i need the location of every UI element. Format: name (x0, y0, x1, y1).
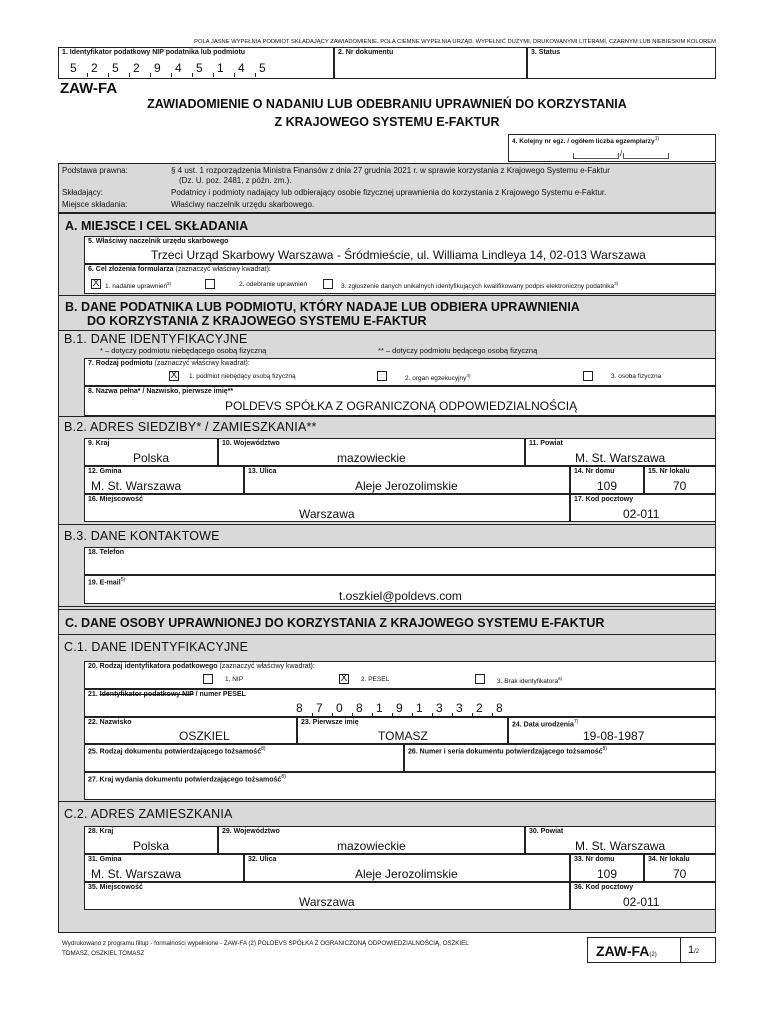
c-city-label: 35. Miejscowość (88, 884, 143, 891)
surname-label: 22. Nazwisko (88, 719, 132, 726)
c-country-field[interactable] (84, 826, 218, 854)
nip-field[interactable] (58, 47, 334, 79)
pesel-field[interactable] (84, 689, 716, 717)
municipality-field[interactable] (84, 466, 244, 494)
c-municipality-label: 31. Gmina (88, 856, 122, 863)
id-type-pesel-label: 2. PESEL (361, 676, 390, 683)
legal-basis-block (58, 163, 716, 213)
email-label: 19. E-mail$^{5)}$ (88, 577, 126, 587)
footer-form-code: ZAW-FA(2) (596, 943, 657, 959)
nip-digit: 9 (154, 61, 161, 75)
nip-digits (67, 61, 327, 77)
c-city-value: Warszawa (299, 895, 355, 909)
c-postal-code-field[interactable] (570, 882, 716, 910)
first-name-value: TOMASZ (378, 729, 428, 743)
legal-basis-text2: (Dz. U. poz. 2481, z późn. zm.). (179, 176, 292, 185)
pesel-digit: 7 (316, 701, 323, 715)
birth-date-label: 24. Data urodzenia$^{7)}$ (512, 719, 579, 729)
tax-office-field[interactable] (84, 236, 716, 264)
country-label: 9. Kraj (88, 440, 110, 447)
c-street-field[interactable] (244, 854, 570, 882)
entity-legal-label: 1. podmiot niebędący osobą fizyczną (189, 373, 296, 380)
c-house-number-value: 109 (597, 867, 618, 881)
c-voivodeship-label: 29. Województwo (222, 828, 280, 835)
voivodeship-field[interactable] (218, 438, 525, 466)
house-number-field[interactable] (570, 466, 644, 494)
email-field[interactable] (84, 575, 716, 604)
surname-value: OSZKIEL (179, 729, 230, 743)
filer-label: Składający: (62, 188, 103, 197)
house-number-value: 109 (597, 479, 618, 493)
form-title-line1: ZAWIADOMIENIE O NADANIU LUB ODEBRANIU UPRAWNIEŃ DO KORZYSTANIA (147, 97, 627, 111)
c2-title: C.2. ADRES ZAMIESZKANIA (64, 807, 233, 821)
footer-line2: TOMASZ, OSZKIEL TOMASZ (62, 950, 145, 957)
apartment-number-label: 15. Nr lokalu (648, 468, 690, 475)
nip-tick (129, 73, 130, 77)
c2-divider (58, 801, 716, 802)
c-voivodeship-field[interactable] (218, 826, 525, 854)
b2-title: B.2. ADRES SIEDZIBY* / ZAMIESZKANIA** (64, 420, 317, 434)
id-document-number-field[interactable] (404, 744, 716, 772)
street-label: 13. Ulica (248, 468, 277, 475)
c-municipality-field[interactable] (84, 854, 244, 882)
legal-basis-text1: § 4 ust. 1 rozporządzenia Ministra Finansów z dnia 27 grudnia 2021 r. w sprawie korzystania z Krajowego Systemu e-Faktur (171, 166, 610, 175)
pesel-digit: 8 (356, 701, 363, 715)
section-b-title-line2: DO KORZYSTANIA Z KRAJOWEGO SYSTEMU E-FAKTUR (87, 314, 427, 328)
pesel-digit: 1 (416, 701, 423, 715)
c-apartment-number-field[interactable] (644, 854, 716, 882)
footer-page: 1/2 (688, 944, 700, 956)
b2-divider (58, 416, 716, 417)
postal-code-label: 17. Kod pocztowy (574, 496, 634, 503)
c-county-field[interactable] (525, 826, 716, 854)
c-postal-code-value: 02-011 (623, 895, 660, 909)
id-document-number-label: 26. Numer i seria dokumentu potwierdzającego tożsamość$^{8)}$ (408, 746, 607, 756)
nip-tick (192, 73, 193, 77)
id-document-country-field[interactable] (84, 772, 716, 800)
c-country-value: Polska (133, 839, 170, 853)
place-text: Właściwy naczelnik urzędu skarbowego. (171, 200, 315, 209)
voivodeship-label: 10. Województwo (222, 440, 280, 447)
id-type-field (84, 661, 716, 689)
id-type-none-label: 3. Brak identyfikatora$^{6)}$ (497, 676, 563, 686)
c-apartment-number-value: 70 (673, 867, 687, 881)
phone-label: 18. Telefon (88, 549, 125, 556)
entity-natural-label: 3. osoba fizyczna (611, 373, 662, 380)
c-county-label: 30. Powiat (529, 828, 564, 835)
nip-tick (213, 73, 214, 77)
c-postal-code-label: 36. Kod pocztowy (574, 884, 634, 891)
nip-tick (234, 73, 235, 77)
city-label: 16. Miejscowość (88, 496, 143, 503)
nip-digit: 2 (91, 61, 98, 75)
pesel-digit: 8 (496, 701, 503, 715)
county-value: M. St. Warszawa (575, 451, 666, 465)
nip-digit: 4 (175, 61, 182, 75)
entity-name-field[interactable] (84, 386, 716, 416)
nip-label: 1. Identyfikator podatkowy NIP podatnika lub podmiotu (62, 49, 246, 56)
copy-separator: / (620, 149, 623, 158)
section-a-title: A. MIEJSCE I CEL SKŁADANIA (65, 219, 249, 233)
c-city-field[interactable] (84, 882, 570, 910)
country-field[interactable] (84, 438, 218, 466)
first-name-label: 23. Pierwsze imię (301, 719, 359, 726)
note-legal-entity: * – dotyczy podmiotu niebędącego osobą fizyczną (100, 346, 267, 355)
entity-enforcement-checkbox[interactable] (377, 371, 387, 381)
municipality-value: M. St. Warszawa (91, 479, 182, 493)
nip-tick (108, 73, 109, 77)
purpose-revoke-label: 2. odebranie uprawnień (239, 281, 307, 288)
purpose-revoke-checkbox[interactable] (205, 279, 215, 289)
c-municipality-value: M. St. Warszawa (91, 867, 182, 881)
b1-divider (58, 330, 716, 331)
copy-number-field (508, 134, 716, 162)
id-document-type-label: 25. Rodzaj dokumentu potwierdzającego tożsamość$^{8)}$ (88, 746, 266, 756)
nip-tick (171, 73, 172, 77)
footer-line1: Wydrukowano z programu fillup - formalności wypełnione - ZAW-FA (2) POLDEVS SPÓŁKA Z OGRANICZONĄ ODPOWIEDZIALNOŚCIĄ, OSZKIEL (62, 940, 469, 947)
id-type-nip-label: 1. NIP (225, 676, 244, 683)
c-street-value: Aleje Jerozolimskie (355, 867, 458, 881)
email-value: t.oszkiel@poldevs.com (339, 589, 462, 603)
street-value: Aleje Jerozolimskie (355, 479, 458, 493)
c-street-label: 32. Ulica (248, 856, 277, 863)
c-county-value: M. St. Warszawa (575, 839, 666, 853)
id-document-country-label: 27. Kraj wydania dokumentu potwierdzającego tożsamość$^{8)}$ (88, 774, 286, 784)
c-country-label: 28. Kraj (88, 828, 114, 835)
entity-name-label: 8. Nazwa pełna* / Nazwisko, pierwsze imię** (88, 388, 234, 395)
id-type-pesel-checkbox[interactable]: X (340, 673, 348, 684)
surname-field[interactable] (84, 717, 297, 744)
street-field[interactable] (244, 466, 570, 494)
pesel-digit: 2 (476, 701, 483, 715)
birth-date-field[interactable] (508, 717, 716, 744)
nip-tick (87, 73, 88, 77)
county-label: 11. Powiat (529, 440, 563, 447)
entity-legal-checkbox[interactable]: X (170, 370, 178, 381)
note-natural-person: ** – dotyczy podmiotu będącego osobą fizyczną (378, 346, 538, 355)
city-value: Warszawa (299, 507, 355, 521)
b1-title: B.1. DANE IDENTYFIKACYJNE (64, 332, 248, 346)
c-house-number-label: 33. Nr domu (574, 856, 615, 863)
c-apartment-number-label: 34. Nr lokalu (648, 856, 690, 863)
id-type-nip-checkbox[interactable] (203, 674, 213, 684)
nip-digit: 5 (112, 61, 119, 75)
pesel-digit: 9 (396, 701, 403, 715)
id-type-label: 20. Rodzaj identyfikatora podatkowego (zaznaczyć właściwy kwadrat): (88, 663, 315, 670)
c1-divider (58, 634, 716, 635)
nip-digit: 5 (259, 61, 266, 75)
municipality-label: 12. Gmina (88, 468, 122, 475)
form-code: ZAW-FA (60, 80, 118, 97)
pesel-digit: 8 (296, 701, 303, 715)
birth-date-value: 19-08-1987 (583, 729, 645, 743)
pesel-label: 21. Identyfikator podatkowy NIP / numer PESEL (88, 691, 246, 698)
section-b-title-line1: B. DANE PODATNIKA LUB PODMIOTU, KTÓRY NADAJE LUB ODBIERA UPRAWNIENIA (65, 300, 580, 314)
pesel-digits (293, 701, 523, 717)
country-value: Polska (133, 451, 170, 465)
first-name-field[interactable] (297, 717, 508, 744)
copy-number-label: 4. Kolejny nr egz. / ogółem liczba egzemplarzy$^{1)}$ (512, 136, 660, 146)
purpose-grant-label: 1. nadanie uprawnień$^{2)}$ (105, 281, 172, 291)
pesel-digit: 3 (436, 701, 443, 715)
purpose-signature-checkbox[interactable] (323, 279, 333, 289)
county-field[interactable] (525, 438, 716, 466)
b3-title: B.3. DANE KONTAKTOWE (64, 529, 220, 543)
pesel-digit: 0 (336, 701, 343, 715)
b3-divider (58, 524, 716, 525)
document-number-field (334, 47, 527, 79)
entity-name-value: POLDEVS SPÓŁKA Z OGRANICZONĄ ODPOWIEDZIALNOŚCIĄ (225, 399, 578, 413)
apartment-number-value: 70 (673, 479, 687, 493)
form-title-line2: Z KRAJOWEGO SYSTEMU E-FAKTUR (274, 115, 500, 129)
postal-code-value: 02-011 (623, 507, 660, 521)
footer-form-box (587, 937, 716, 963)
id-type-none-checkbox[interactable] (475, 674, 485, 684)
phone-field[interactable] (84, 547, 716, 575)
filer-text: Podatnicy i podmioty nadający lub odbierający osobie fizycznej uprawnienia do korzystania z Krajowego Systemu e-Faktur. (171, 188, 607, 197)
status-field (527, 47, 716, 79)
house-number-label: 14. Nr domu (574, 468, 615, 475)
status-label: 3. Status (531, 49, 561, 56)
tax-office-label: 5. Właściwy naczelnik urzędu skarbowego (88, 238, 229, 245)
purpose-signature-label: 3. zgłoszenie danych unikalnych identyfikujących kwalifikowany podpis elektroniczny podatnika$^{3)}$ (341, 281, 619, 291)
id-document-type-field[interactable] (84, 744, 404, 772)
place-label: Miejsce składania: (62, 200, 128, 209)
voivodeship-value: mazowieckie (337, 451, 406, 465)
header-note: POLA JASNE WYPEŁNIA PODMIOT SKŁADAJĄCY ZAWIADOMIENIE. POLA CIEMNE WYPEŁNIA URZĄD. WYPEŁNIĆ DUŻYMI, DRUKOWANYMI LITERAMI, CZARNYM LUB NIEBIESKIM KOLOREM (194, 39, 716, 45)
copy-total-slot (623, 153, 669, 159)
c-voivodeship-value: mazowieckie (337, 839, 406, 853)
apartment-number-field[interactable] (644, 466, 716, 494)
nip-digit: 5 (196, 61, 203, 75)
nip-digit: 1 (217, 61, 224, 75)
nip-digit: 4 (238, 61, 245, 75)
nip-digit: 2 (133, 61, 140, 75)
document-number-label: 2. Nr dokumentu (338, 49, 394, 56)
entity-type-label: 7. Rodzaj podmiotu (zaznaczyć właściwy kwadrat): (88, 360, 250, 367)
footer-separator (680, 938, 681, 962)
c-house-number-field[interactable] (570, 854, 644, 882)
entity-enforcement-label: 2. organ egzekucyjny$^{4)}$ (405, 373, 471, 383)
pesel-digit: 3 (456, 701, 463, 715)
nip-tick (150, 73, 151, 77)
postal-code-field[interactable] (570, 494, 716, 522)
purpose-grant-checkbox[interactable]: X (92, 278, 100, 289)
section-c-title: C. DANE OSOBY UPRAWNIONEJ DO KORZYSTANIA Z KRAJOWEGO SYSTEMU E-FAKTUR (65, 616, 605, 630)
c1-title: C.1. DANE IDENTYFIKACYJNE (64, 640, 249, 654)
section-c-border-top (58, 606, 716, 607)
tax-office-value: Trzeci Urząd Skarbowy Warszawa - Śródmieście, ul. Williama Lindleya 14, 02-013 Warszawa (151, 248, 646, 262)
copy-number-slot (573, 153, 619, 159)
nip-tick (255, 73, 256, 77)
legal-basis-label: Podstawa prawna: (62, 166, 128, 175)
city-field[interactable] (84, 494, 570, 522)
form-purpose-field (84, 264, 716, 294)
form-purpose-label: 6. Cel złożenia formularza (zaznaczyć właściwy kwadrat): (88, 266, 271, 273)
entity-type-field (84, 358, 716, 386)
pesel-digit: 1 (376, 701, 383, 715)
nip-digit: 5 (70, 61, 77, 75)
entity-natural-checkbox[interactable] (583, 371, 593, 381)
